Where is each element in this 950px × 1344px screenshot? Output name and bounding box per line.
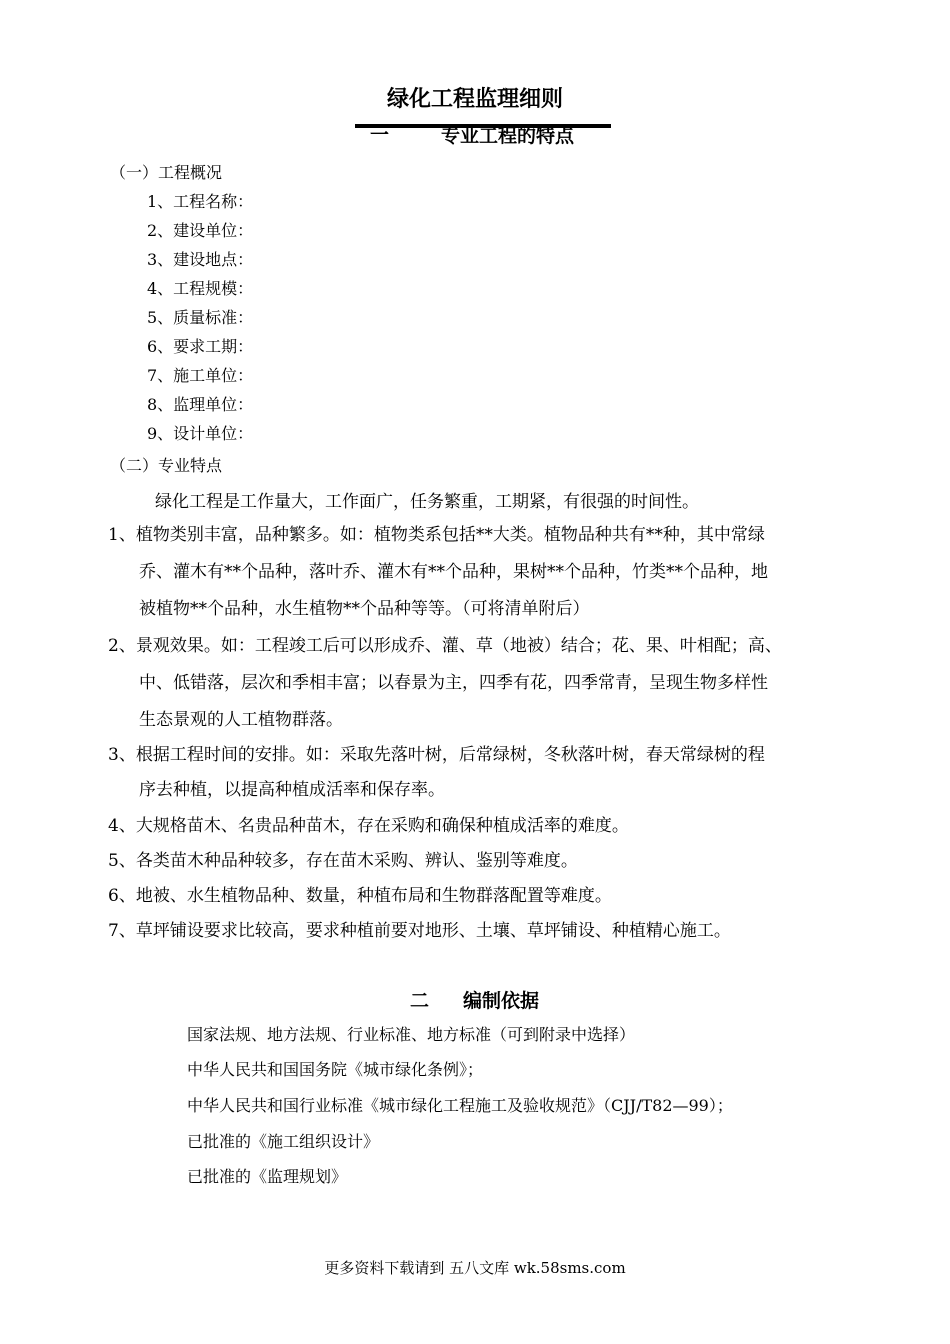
feature-point-2-line-2: 中、低错落，层次和季相丰富；以春景为主，四季有花，四季常青，呈现生物多样性 [139,673,768,693]
features-intro: 绿化工程是工作量大，工作面广，任务繁重，工期紧，有很强的时间性。 [155,492,699,512]
reference-item-industry-standard: 中华人民共和国行业标准《城市绿化工程施工及验收规范》（CJJ/T82—99）； [187,1096,733,1115]
reference-item-greening-ordinance: 中华人民共和国国务院《城市绿化条例》； [187,1060,484,1079]
overview-item-construction-site: 3、建设地点： [147,250,254,269]
section-1-heading [355,120,611,146]
section-2-heading [410,986,539,1013]
feature-point-7: 7、草坪铺设要求比较高，要求种植前要对地形、土壤、草坪铺设、种植精心施工。 [108,921,731,941]
feature-point-1-line-3: 被植物**个品种，水生植物**个品种等等。（可将清单附后） [139,599,590,619]
feature-point-4: 4、大规格苗木、名贵品种苗木，存在采购和确保种植成活率的难度。 [108,816,629,836]
overview-item-project-scale: 4、工程规模： [147,279,254,298]
overview-item-project-name: 1、工程名称： [147,192,254,211]
section-2-number: 二 [410,990,430,1012]
overview-item-contractor: 7、施工单位： [147,366,254,385]
overview-item-construction-unit: 2、建设单位： [147,221,254,240]
features-heading: （二）专业特点 [110,456,223,475]
feature-point-3-line-2: 序去种植，以提高种植成活率和保存率。 [139,780,445,800]
section-1-number: 一 [370,124,390,146]
feature-point-2-line-3: 生态景观的人工植物群落。 [139,710,343,730]
reference-item-regulations: 国家法规、地方法规、行业标准、地方标准（可到附录中选择） [187,1025,636,1044]
overview-item-quality-standard: 5、质量标准： [147,308,254,327]
overview-item-designer: 9、设计单位： [147,424,254,443]
feature-point-3-line-1: 3、根据工程时间的安排。如：采取先落叶树，后常绿树，冬秋落叶树，春天常绿树的程 [108,745,765,765]
reference-item-construction-design: 已批准的《施工组织设计》 [187,1132,380,1151]
feature-point-6: 6、地被、水生植物品种、数量，种植布局和生物群落配置等难度。 [108,886,612,906]
feature-point-5: 5、各类苗木种品种较多，存在苗木采购、辨认、鉴别等难度。 [108,851,578,871]
overview-item-supervisor: 8、监理单位： [147,395,254,414]
footer-note: 更多资料下载请到 五八文库 wk.58sms.com [324,1259,626,1277]
feature-point-2-line-1: 2、景观效果。如：工程竣工后可以形成乔、灌、草（地被）结合；花、果、叶相配；高、 [108,636,782,656]
overview-heading: （一）工程概况 [110,163,223,182]
overview-item-required-period: 6、要求工期： [147,337,254,356]
section-1-title: 专业工程的特点 [441,125,575,147]
section-2-title: 编制依据 [463,990,540,1012]
feature-point-1-line-1: 1、植物类别丰富，品种繁多。如：植物类系包括**大类。植物品种共有**种，其中常绿 [108,525,765,545]
document-title: 绿化工程监理细则 [386,87,563,112]
feature-point-1-line-2: 乔、灌木有**个品种，落叶乔、灌木有**个品种，果树**个品种，竹类**个品种，地 [139,562,768,582]
reference-item-supervision-plan: 已批准的《监理规划》 [187,1167,348,1186]
